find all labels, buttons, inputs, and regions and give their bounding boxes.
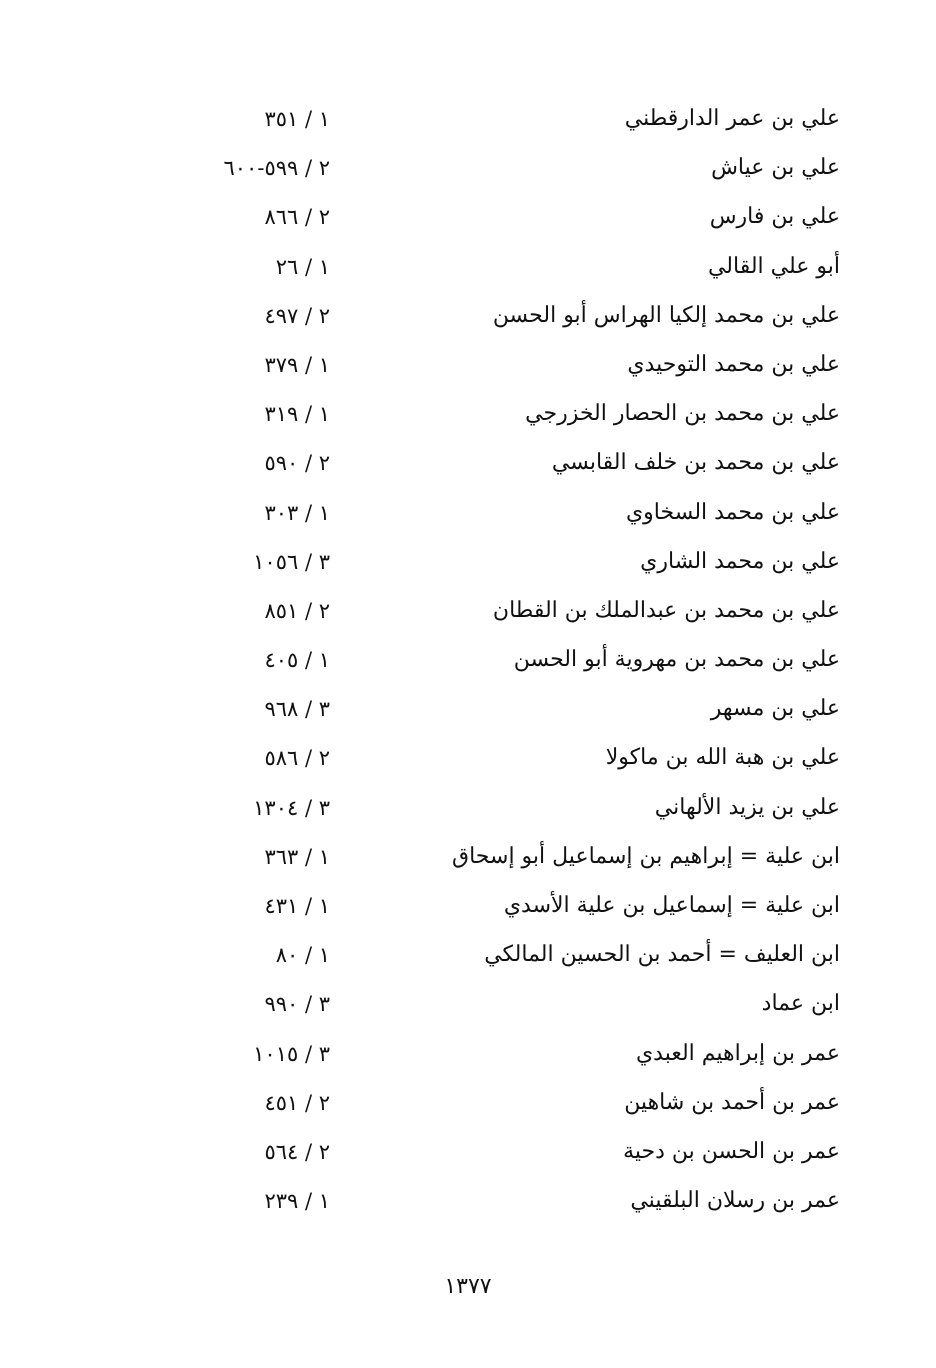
index-entry xyxy=(160,983,850,1032)
entry-page-reference: ١ / ٢٦ xyxy=(275,254,330,279)
entry-page-reference: ١ / ٤٣١ xyxy=(264,894,330,918)
entry-page-reference: ١ / ٣٦٣ xyxy=(264,844,330,869)
entry-page-reference: ٢ / ٨٥١ xyxy=(264,598,330,623)
entry-name: علي بن يزيد الألهاني xyxy=(654,794,840,820)
index-entry xyxy=(160,147,850,196)
entry-page-reference: ٢ / ٤٥١ xyxy=(264,1090,330,1115)
entry-page-reference: ١ / ٣١٩ xyxy=(264,402,330,427)
entry-page-reference: ١ / ٨٠ xyxy=(275,943,330,968)
entry-name: ابن عماد xyxy=(761,991,840,1017)
entry-page-reference: ٣ / ١٠٥٦ xyxy=(253,549,330,574)
entry-page-reference: ١ / ٣٠٣ xyxy=(264,500,330,525)
entry-name: علي بن محمد السخاوي xyxy=(625,499,840,525)
index-entry xyxy=(160,541,850,590)
index-entry xyxy=(160,737,850,786)
index-entry xyxy=(160,492,850,541)
index-entry xyxy=(160,1131,850,1180)
index-entry xyxy=(160,1180,850,1229)
entry-page-reference: ٢ / ٥٦٤ xyxy=(264,1139,330,1164)
entry-page-reference: ٢ / ٥٩٩-٦٠٠ xyxy=(223,156,330,181)
entry-name: علي بن عياش xyxy=(711,155,840,181)
index-entry xyxy=(160,639,850,688)
entry-name: علي بن محمد إلكيا الهراس أبو الحسن xyxy=(492,302,840,328)
entry-page-reference: ١ / ٤٠٥ xyxy=(264,648,330,673)
entry-name: علي بن مسهر xyxy=(710,696,840,722)
index-entry xyxy=(160,787,850,836)
entry-name: علي بن محمد بن عبدالملك بن القطان xyxy=(492,597,840,623)
entry-name: عمر بن إبراهيم العبدي xyxy=(635,1040,840,1066)
index-entry xyxy=(160,196,850,245)
entry-page-reference: ٢ / ٤٩٧ xyxy=(264,303,330,328)
entry-page-reference: ٢ / ٥٨٦ xyxy=(264,746,330,771)
entry-name: علي بن محمد بن الحصار الخزرجي xyxy=(525,401,840,427)
entry-name: ابن العليف = أحمد بن الحسين المالكي xyxy=(484,942,840,968)
entry-name: أبو علي القالي xyxy=(707,253,840,279)
entry-page-reference: ٢ / ٥٩٠ xyxy=(264,451,330,476)
index-entry xyxy=(160,393,850,442)
entry-page-reference: ٣ / ١٣٠٤ xyxy=(253,795,330,820)
entry-page-reference: ١ / ٣٧٩ xyxy=(264,352,330,377)
index-entry xyxy=(160,246,850,295)
entry-name: عمر بن رسلان البلقيني xyxy=(630,1188,840,1214)
entry-name: ابن علية = إسماعيل بن علية الأسدي xyxy=(503,893,840,918)
entry-page-reference: ١ / ٣٥١ xyxy=(264,107,330,131)
entry-page-reference: ٢ / ٨٦٦ xyxy=(264,205,330,230)
entry-page-reference: ٣ / ٩٦٨ xyxy=(264,697,330,722)
index-entry xyxy=(160,1082,850,1131)
entry-page-reference: ١ / ٢٣٩ xyxy=(264,1189,330,1214)
index-entry xyxy=(160,1033,850,1082)
entry-page-reference: ٣ / ١٠١٥ xyxy=(253,1041,330,1066)
entry-name: علي بن عمر الدارقطني xyxy=(624,106,840,131)
entry-page-reference: ٣ / ٩٩٠ xyxy=(264,992,330,1017)
index-entry xyxy=(160,590,850,639)
index-entry xyxy=(160,688,850,737)
index-entry xyxy=(160,442,850,491)
entry-name: عمر بن أحمد بن شاهين xyxy=(624,1089,840,1115)
entry-name: علي بن فارس xyxy=(709,204,840,230)
index-entries xyxy=(160,98,850,1229)
entry-name: علي بن هبة الله بن ماكولا xyxy=(605,745,840,771)
page-number: ١٣٧٧ xyxy=(444,1274,492,1299)
index-entry xyxy=(160,836,850,885)
entry-name: عمر بن الحسن بن دحية xyxy=(623,1138,840,1164)
entry-name: علي بن محمد بن مهروية أبو الحسن xyxy=(513,647,840,673)
entry-name: ابن علية = إبراهيم بن إسماعيل أبو إسحاق xyxy=(452,843,840,869)
index-entry xyxy=(160,98,850,147)
index-entry xyxy=(160,934,850,983)
entry-name: علي بن محمد بن خلف القابسي xyxy=(551,450,840,476)
index-entry xyxy=(160,295,850,344)
index-entry xyxy=(160,885,850,934)
entry-name: علي بن محمد التوحيدي xyxy=(627,351,840,377)
entry-name: علي بن محمد الشاري xyxy=(640,548,840,574)
index-entry xyxy=(160,344,850,393)
